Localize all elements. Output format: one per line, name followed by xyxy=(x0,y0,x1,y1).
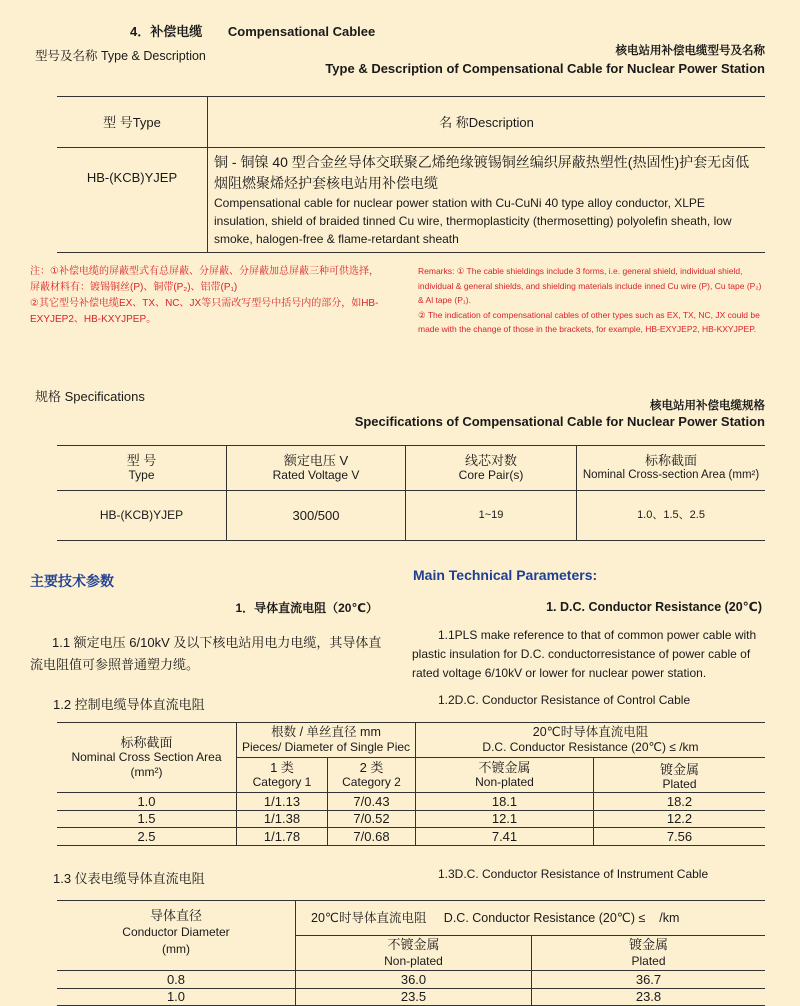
cell: 2.5 xyxy=(57,828,237,846)
para-cn: 1.1 额定电压 6/10kV 及以下核电站用电力电缆，其导体直流电阻值可参照普通塑力缆。 xyxy=(30,635,382,672)
table-row xyxy=(57,828,765,846)
ct-h-cat1-en: Category 1 xyxy=(252,775,312,789)
spec-h-voltage-cn: 额定电压 V xyxy=(283,453,349,468)
cell: 1.5 xyxy=(57,810,237,828)
spec-type: HB-(KCB)YJEP xyxy=(57,491,227,541)
cell: 7.56 xyxy=(594,828,766,846)
ct-h-cat2-cn: 2 类 xyxy=(359,760,384,775)
specs-label: 规格 Specifications xyxy=(35,389,145,404)
note-cn-1: 注：①补偿电缆的屏蔽型式有总屏蔽、分屏蔽、分屏蔽加总屏蔽三种可供选择，屏蔽材料有：镀锡铜丝(P)、铜带(P₂)、铝带(P₁) xyxy=(30,266,379,293)
ct-h-non-en: Non-plated xyxy=(475,775,534,789)
ct-h-area-en: Nominal Cross Section Area xyxy=(71,750,222,764)
type-desc-title-en: Type & Description of Compensational Cable for Nuclear Power Station xyxy=(325,61,765,76)
cell: 1.0 xyxy=(57,988,296,1006)
cell: 7/0.52 xyxy=(328,810,416,828)
cell: 23.8 xyxy=(532,988,766,1006)
note-cn-2: ②其它型号补偿电缆EX、TX、NC、JX等只需改写型号中括号内的部分，如HB-EXYJEP2、HB-KXYJPEP。 xyxy=(30,298,379,325)
ct-h-non-cn: 不镀金属 xyxy=(478,760,531,775)
cell: 36.7 xyxy=(532,971,766,989)
ct-h-cat1-cn: 1 类 xyxy=(270,760,294,775)
type-desc-label: 型号及名称 Type & Description xyxy=(35,49,206,63)
cell: 12.1 xyxy=(416,810,594,828)
para-en: 1.1PLS make reference to that of common power cable with plastic insulation for D.C. conductorresistance of power cable of rated voltage 6/10kV or lower for nuclear power station. xyxy=(412,628,757,680)
it-h-non-en: Non-plated xyxy=(384,954,443,968)
ct-h-area-unit: (mm²) xyxy=(130,765,163,779)
spec-h-type-cn: 型 号 xyxy=(126,453,157,468)
spec-cores: 1~19 xyxy=(406,491,577,541)
ct-h-pieces-cn: 根数 / 单丝直径 mm xyxy=(271,725,381,739)
table-row xyxy=(57,793,765,811)
cell: 1/1.13 xyxy=(237,793,328,811)
sub-title-cn: 1．导体直流电阻（20℃） xyxy=(235,601,378,615)
section-heading-cn: 4．补偿电缆 xyxy=(130,24,203,39)
note-en-2: ② The indication of compensational cables of other types such as EX, TX, NC, JX could be made with the change of those in the brackets, for example, HB-EXYJEP2, HB-KXYJPEP. xyxy=(418,309,760,334)
spec-h-cores-cn: 线芯对数 xyxy=(464,453,517,468)
spec-area: 1.0、1.5、2.5 xyxy=(577,491,766,541)
it-h-plated-cn: 镀金属 xyxy=(628,937,668,952)
specs-title-cn: 核电站用补偿电缆规格 xyxy=(650,400,765,412)
spec-voltage: 300/500 xyxy=(227,491,406,541)
spec-h-area-en: Nominal Cross-section Area (mm²) xyxy=(582,469,760,481)
cell: 1/1.38 xyxy=(237,810,328,828)
notes-en xyxy=(418,264,768,337)
it-h-plated-en: Plated xyxy=(631,954,666,968)
it-h-dia-en: Conductor Diameter xyxy=(122,925,230,939)
cell: 0.8 xyxy=(57,971,296,989)
it-h-res: 20℃时导体直流电阻 D.C. Conductor Resistance (20℃) ≤ /km xyxy=(296,901,766,936)
cell: 23.5 xyxy=(296,988,532,1006)
cell: 18.1 xyxy=(416,793,594,811)
main-title-cn: 主要技术参数 xyxy=(30,573,114,589)
header-description: 名 称Description xyxy=(208,97,766,148)
type-description-table xyxy=(57,96,765,253)
cell: 12.2 xyxy=(594,810,766,828)
control-table-title-en: 1.2D.C. Conductor Resistance of Control Cable xyxy=(438,693,691,707)
cell: 7/0.68 xyxy=(328,828,416,846)
cell: 1.0 xyxy=(57,793,237,811)
table-row xyxy=(57,971,765,989)
ct-h-res-cn: 20℃时导体直流电阻 xyxy=(532,725,649,739)
sub-title-en: 1. D.C. Conductor Resistance (20℃) xyxy=(546,600,762,614)
spec-h-cores-en: Core Pair(s) xyxy=(458,468,524,482)
spec-h-voltage-en: Rated Voltage V xyxy=(272,468,360,482)
it-h-dia-unit: (mm) xyxy=(162,942,190,956)
ct-h-cat2-en: Category 2 xyxy=(342,775,401,789)
notes-cn xyxy=(30,264,385,328)
ct-h-plated-cn: 镀金属 xyxy=(659,762,699,777)
desc-en: Compensational cable for nuclear power station with Cu-CuNi 40 type alloy conductor, XLPE insulation, shield of braided tinned Cu wire, thermoplasticity (thermosetting) polyolefin sheath, low smoke, halogen-free & flame-retardant sheath xyxy=(214,196,732,246)
cell: 36.0 xyxy=(296,971,532,989)
cell-type: HB-(KCB)YJEP xyxy=(57,148,208,253)
specifications-table xyxy=(57,445,765,541)
type-desc-title-cn: 核电站用补偿电缆型号及名称 xyxy=(615,45,765,57)
cell: 18.2 xyxy=(594,793,766,811)
instrument-cable-table xyxy=(57,900,765,1006)
table-row xyxy=(57,810,765,828)
spec-h-type-en: Type xyxy=(128,468,155,482)
section-heading-en: Compensational Cablee xyxy=(227,24,376,39)
instrument-table-title-en: 1.3D.C. Conductor Resistance of Instrument Cable xyxy=(438,867,709,881)
note-en-1: Remarks: ① The cable shieldings include 3 forms, i.e. general shield, individual shield, individual & general shields, and shielding materials include inned Cu wire (P), Cu tape (P₂) & Al tape (P₁). xyxy=(418,266,762,305)
control-table-title-cn: 1.2 控制电缆导体直流电阻 xyxy=(53,697,205,712)
header-type: 型 号Type xyxy=(57,97,208,148)
desc-cn: 铜 - 铜镍 40 型合金丝导体交联聚乙烯绝缘镀锡铜丝编织屏蔽热塑性(热固性)护套无卤低烟阻燃聚烯烃护套核电站用补偿电缆 xyxy=(214,154,750,191)
instrument-table-title-cn: 1.3 仪表电缆导体直流电阻 xyxy=(53,871,205,886)
cell: 7.41 xyxy=(416,828,594,846)
it-h-non-cn: 不镀金属 xyxy=(387,937,440,952)
cell: 7/0.43 xyxy=(328,793,416,811)
cell: 1/1.78 xyxy=(237,828,328,846)
specs-title-en: Specifications of Compensational Cable for Nuclear Power Station xyxy=(354,414,765,429)
table-row xyxy=(57,988,765,1006)
spec-h-area-cn: 标称截面 xyxy=(644,453,697,468)
section-heading xyxy=(130,21,375,40)
main-title-en: Main Technical Parameters: xyxy=(413,567,598,583)
ct-h-plated-en: Plated xyxy=(662,777,697,791)
control-cable-table xyxy=(57,722,765,846)
ct-h-pieces-en: Pieces/ Diameter of Single Piec xyxy=(241,740,411,754)
it-h-dia-cn: 导体直径 xyxy=(149,908,202,923)
ct-h-area-cn: 标称截面 xyxy=(120,735,173,750)
ct-h-res-en: D.C. Conductor Resistance (20℃) ≤ /km xyxy=(482,740,699,754)
